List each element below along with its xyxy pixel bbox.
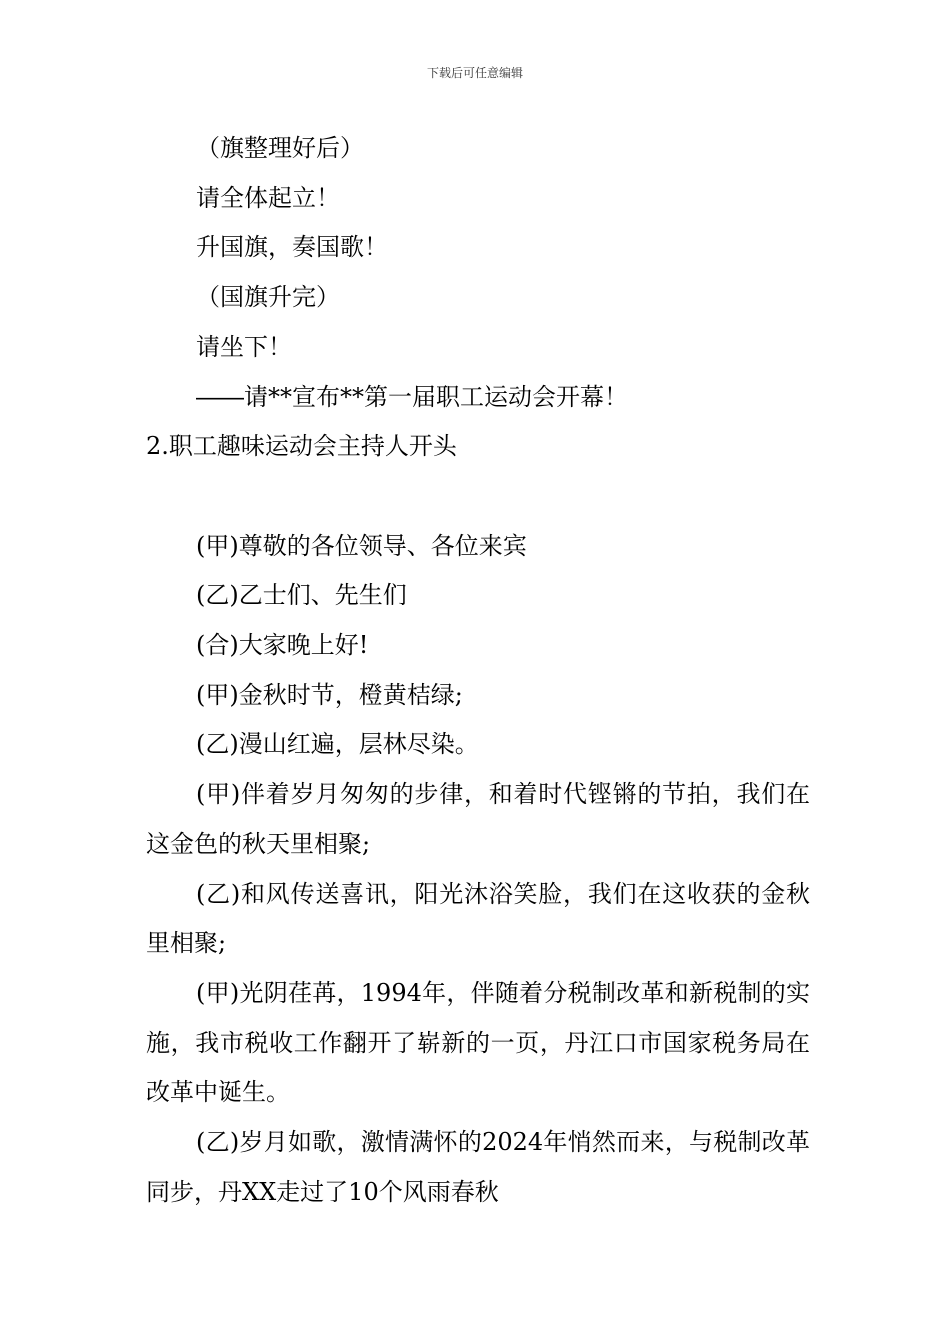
- script-line: 升国旗，奏国歌！: [196, 233, 388, 262]
- dialogue-line: (乙)乙士们、先生们: [196, 581, 407, 610]
- dialogue-line: (甲)尊敬的各位领导、各位来宾: [196, 531, 527, 560]
- script-line: 请坐下！: [196, 332, 292, 361]
- document-body: [146, 124, 810, 1217]
- dialogue-paragraph: (乙)岁月如歌，激情满怀的2024年悄然而来，与税制改革同步，丹XX走过了10个风雨春秋: [146, 1128, 810, 1206]
- stage-direction-line: （旗整理好后）: [196, 134, 364, 162]
- section-heading: 2.职工趣味运动会主持人开头: [146, 432, 457, 461]
- dialogue-line: (甲)金秋时节，橙黄桔绿;: [196, 680, 463, 709]
- dialogue-line: (合)大家晚上好!: [196, 631, 369, 660]
- script-line: ――请**宣布**第一届职工运动会开幕！: [196, 382, 628, 411]
- dialogue-paragraph: (甲)光阴荏苒，1994年，伴随着分税制改革和新税制的实施，我市税收工作翻开了崭新的一页，丹江口市国家税务局在改革中诞生。: [146, 978, 810, 1107]
- blank-line: [146, 472, 810, 522]
- page-header: 下载后可任意编辑: [426, 66, 523, 80]
- dialogue-paragraph: (乙)和风传送喜讯，阳光沐浴笑脸，我们在这收获的金秋里相聚;: [146, 879, 810, 958]
- script-line: 请全体起立！: [196, 183, 340, 212]
- dialogue-line: (乙)漫山红遍，层林尽染。: [196, 730, 479, 759]
- dialogue-paragraph: (甲)伴着岁月匆匆的步律，和着时代铿锵的节拍，我们在这金色的秋天里相聚;: [146, 780, 810, 858]
- stage-direction-line: （国旗升完）: [196, 283, 340, 312]
